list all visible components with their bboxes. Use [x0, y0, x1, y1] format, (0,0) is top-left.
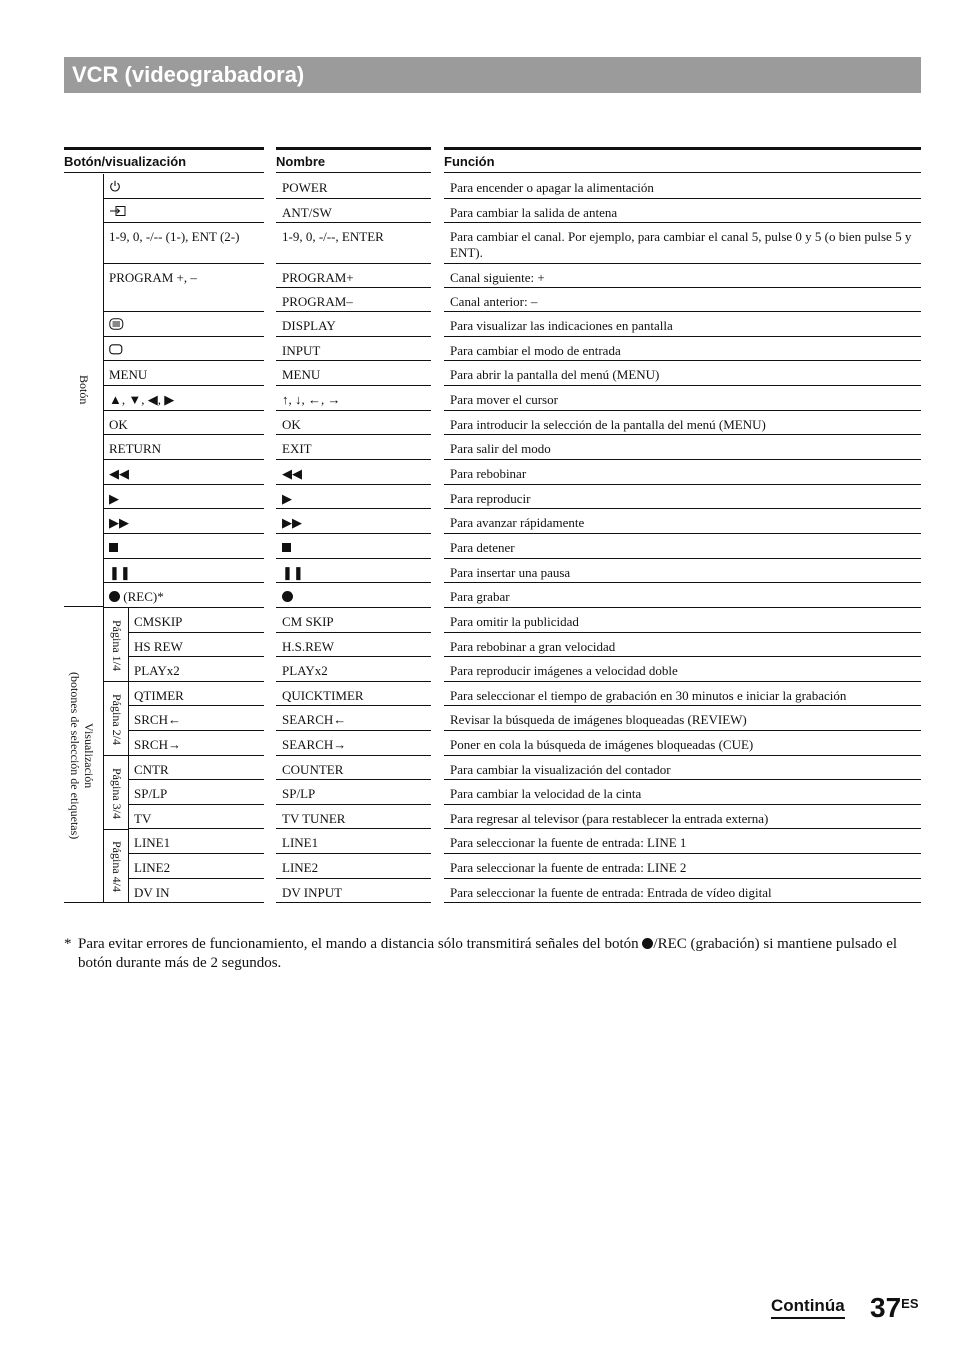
boton-cell [128, 633, 264, 657]
nombre-cell [276, 460, 431, 485]
boton-cell-text: PROGRAM +, – [109, 270, 197, 285]
boton-cell [103, 361, 264, 386]
boton-cell [128, 780, 264, 805]
continua-label: Continúa [771, 1296, 845, 1319]
boton-cell-text: CNTR [134, 762, 169, 777]
funcion-cell-text: Para rebobinar a gran velocidad [450, 639, 616, 654]
nombre-cell [276, 411, 431, 435]
nombre-cell [276, 386, 431, 411]
funcion-cell [444, 386, 921, 411]
boton-cell-text: (REC)* [109, 589, 164, 604]
boton-cell [128, 756, 264, 780]
funcion-cell-text: Canal anterior: – [450, 294, 538, 309]
nombre-cell-text: LINE2 [282, 860, 319, 875]
boton-cell [103, 386, 264, 411]
funcion-cell [444, 312, 921, 337]
funcion-cell [444, 559, 921, 583]
visualizacion-label-line1: Visualización [82, 722, 96, 789]
boton-cell [128, 706, 264, 731]
funcion-cell-text: Para reproducir [450, 491, 531, 506]
funcion-cell [444, 583, 921, 608]
funcion-cell-text: Para cambiar el modo de entrada [450, 343, 621, 358]
funcion-cell [444, 829, 921, 854]
nombre-cell [276, 633, 431, 657]
page-title: VCR (videograbadora) [72, 62, 305, 87]
nombre-cell-text: INPUT [282, 343, 321, 358]
display-icon [109, 318, 124, 334]
funcion-cell-text: Para omitir la publicidad [450, 614, 579, 629]
boton-cell [128, 608, 264, 633]
nombre-cell-text: PROGRAM– [282, 294, 353, 309]
funcion-cell [444, 460, 921, 485]
funcion-cell [444, 854, 921, 879]
boton-cell-text: SP/LP [134, 786, 168, 801]
funcion-cell [444, 288, 921, 312]
visualizacion-label-line2: (botones de selección de etiquetas) [68, 671, 82, 840]
boton-cell [103, 199, 264, 223]
nombre-cell [276, 706, 431, 731]
boton-cell [103, 435, 264, 460]
header-boton: Botón/visualización [64, 147, 264, 173]
funcion-cell [444, 756, 921, 780]
funcion-cell-text: Para seleccionar la fuente de entrada: LINE 1 [450, 835, 687, 850]
nombre-cell-text: PROGRAM+ [282, 270, 354, 285]
nombre-cell [276, 682, 431, 706]
nombre-cell [276, 756, 431, 780]
boton-cell [103, 223, 264, 264]
boton-cell [128, 731, 264, 756]
boton-cell [103, 337, 264, 361]
group-label-visualizacion [68, 608, 96, 903]
page-number [870, 1292, 919, 1324]
nombre-cell [276, 805, 431, 829]
nombre-cell-text: LINE1 [282, 835, 319, 850]
funcion-cell-text: Para cambiar la velocidad de la cinta [450, 786, 642, 801]
nombre-cell [276, 559, 431, 583]
boton-cell [128, 805, 264, 829]
funcion-cell-text: Para visualizar las indicaciones en pantalla [450, 318, 673, 333]
nombre-cell-text: CM SKIP [282, 614, 334, 629]
funcion-cell [444, 534, 921, 559]
boton-cell-text: LINE2 [134, 860, 171, 875]
group-label-boton: Botón [77, 375, 91, 405]
funcion-cell-text: Para salir del modo [450, 441, 551, 456]
boton-cell-text: LINE1 [134, 835, 171, 850]
nombre-cell-text: SEARCH← [282, 712, 347, 727]
boton-cell [103, 264, 264, 312]
funcion-cell [444, 633, 921, 657]
page-label-4: Página 4/4 [110, 841, 124, 892]
funcion-cell-text: Para cambiar la salida de antena [450, 205, 618, 220]
boton-cell-text: ▶▶ [109, 515, 129, 530]
boton-cell [128, 879, 264, 903]
funcion-cell [444, 435, 921, 460]
footnote-marker: * [64, 936, 72, 952]
nombre-cell-text: EXIT [282, 441, 312, 456]
funcion-cell [444, 879, 921, 903]
funcion-cell-text: Para avanzar rápidamente [450, 515, 585, 530]
antenna-switch-icon [109, 205, 127, 221]
boton-cell-text: RETURN [109, 441, 161, 456]
nombre-cell-text: COUNTER [282, 762, 344, 777]
nombre-cell [276, 534, 431, 559]
funcion-cell [444, 509, 921, 534]
boton-cell [128, 657, 264, 682]
boton-cell-text: DV IN [134, 885, 170, 900]
nombre-cell [276, 361, 431, 386]
nombre-cell-text [282, 540, 291, 555]
funcion-cell-text: Canal siguiente: + [450, 270, 545, 285]
footnote [64, 935, 924, 973]
nombre-cell-text: 1-9, 0, -/--, ENTER [282, 229, 384, 244]
boton-cell [103, 174, 264, 199]
boton-cell [128, 854, 264, 879]
funcion-cell [444, 223, 921, 264]
boton-cell [103, 460, 264, 485]
funcion-cell [444, 361, 921, 386]
funcion-cell-text: Para cambiar la visualización del contador [450, 762, 671, 777]
nombre-cell-text: SEARCH→ [282, 737, 347, 752]
nombre-cell [276, 780, 431, 805]
nombre-cell-text: H.S.REW [282, 639, 334, 654]
funcion-cell-text: Para mover el cursor [450, 392, 558, 407]
header-funcion: Función [444, 147, 921, 173]
nombre-cell [276, 657, 431, 682]
funcion-cell [444, 805, 921, 829]
nombre-cell-text: PLAYx2 [282, 663, 328, 678]
nombre-cell [276, 435, 431, 460]
page-language-suffix: ES [901, 1296, 919, 1311]
funcion-cell-text: Para insertar una pausa [450, 565, 571, 580]
nombre-cell [276, 731, 431, 756]
boton-cell-text: OK [109, 417, 128, 432]
boton-cell-text: HS REW [134, 639, 183, 654]
funcion-cell-text: Para seleccionar el tiempo de grabación en 30 minutos e iniciar la grabación [450, 688, 847, 703]
funcion-cell-text: Para introducir la selección de la pantalla del menú (MENU) [450, 417, 766, 432]
nombre-cell-text: DV INPUT [282, 885, 343, 900]
page-label-1: Página 1/4 [110, 619, 124, 671]
boton-cell [103, 312, 264, 337]
boton-cell-text: CMSKIP [134, 614, 183, 629]
nombre-cell [276, 288, 431, 312]
power-icon [109, 180, 121, 197]
nombre-cell-text: ▶ [282, 491, 292, 506]
boton-cell-text: 1-9, 0, -/-- (1-), ENT (2-) [109, 229, 240, 244]
nombre-cell [276, 174, 431, 199]
boton-cell [103, 559, 264, 583]
funcion-cell-text: Para seleccionar la fuente de entrada: LINE 2 [450, 860, 687, 875]
funcion-cell-text: Para rebobinar [450, 466, 527, 481]
nombre-cell [276, 223, 431, 264]
boton-cell-text: SRCH← [134, 712, 181, 727]
boton-cell-text: ◀◀ [109, 466, 129, 481]
boton-cell-text: ▶ [109, 491, 119, 506]
nombre-cell [276, 337, 431, 361]
nombre-cell [276, 854, 431, 879]
title-bar [64, 57, 921, 93]
funcion-cell [444, 780, 921, 805]
funcion-cell-text: Para reproducir imágenes a velocidad doble [450, 663, 678, 678]
funcion-cell [444, 731, 921, 756]
nombre-cell [276, 583, 431, 608]
nombre-cell-text: ◀◀ [282, 466, 302, 481]
nombre-cell-text: MENU [282, 367, 321, 382]
boton-cell-text: MENU [109, 367, 148, 382]
nombre-cell-text: SP/LP [282, 786, 316, 801]
boton-cell [103, 411, 264, 435]
funcion-cell [444, 337, 921, 361]
funcion-cell-text: Para grabar [450, 589, 510, 604]
funcion-cell-text: Para cambiar el canal. Por ejemplo, para cambiar el canal 5, pulse 0 y 5 (o bien pulse 5 y ENT). [450, 229, 912, 260]
page-label-2: Página 2/4 [110, 693, 124, 745]
nombre-cell-text: POWER [282, 180, 328, 195]
funcion-cell [444, 199, 921, 223]
funcion-cell [444, 411, 921, 435]
funcion-cell [444, 682, 921, 706]
nombre-cell [276, 199, 431, 223]
header-nombre: Nombre [276, 147, 431, 173]
boton-cell-text [109, 540, 118, 555]
group-separator [64, 606, 103, 607]
nombre-cell [276, 879, 431, 903]
footnote-text: Para evitar errores de funcionamiento, el mando a distancia sólo transmitirá señales del botón /REC (grabación) si mantiene pulsado el botón durante más de 2 segundos. [78, 936, 898, 971]
boton-cell [103, 534, 264, 559]
funcion-cell-text: Para encender o apagar la alimentación [450, 180, 654, 195]
boton-cell [128, 682, 264, 706]
nombre-cell-text: DISPLAY [282, 318, 336, 333]
nombre-cell [276, 485, 431, 509]
nombre-cell [276, 509, 431, 534]
funcion-cell [444, 174, 921, 199]
funcion-cell [444, 608, 921, 633]
boton-cell [103, 485, 264, 509]
nombre-cell [276, 264, 431, 288]
nombre-cell [276, 829, 431, 854]
boton-cell-text: ▲, ▼, ◀, ▶ [109, 392, 175, 407]
boton-cell-text: SRCH→ [134, 737, 181, 752]
input-icon [109, 343, 123, 359]
page-number-value: 37 [870, 1292, 902, 1323]
nombre-cell-text: QUICKTIMER [282, 688, 364, 703]
boton-cell-text: ❚❚ [109, 565, 131, 580]
funcion-cell [444, 485, 921, 509]
nombre-cell-text [282, 589, 293, 604]
boton-cell-text: PLAYx2 [134, 663, 180, 678]
boton-cell [103, 583, 264, 608]
boton-cell-text: QTIMER [134, 688, 184, 703]
page-group-divider [128, 608, 129, 903]
page-label-3: Página 3/4 [110, 767, 124, 819]
nombre-cell-text: ▶▶ [282, 515, 302, 530]
nombre-cell-text: ANT/SW [282, 205, 332, 220]
boton-group-divider [103, 174, 104, 903]
nombre-cell [276, 312, 431, 337]
boton-cell-text: TV [134, 811, 152, 826]
funcion-cell-text: Para abrir la pantalla del menú (MENU) [450, 367, 660, 382]
boton-cell [128, 829, 264, 854]
funcion-cell-text: Para regresar al televisor (para restablecer la entrada externa) [450, 811, 769, 826]
funcion-cell-text: Para detener [450, 540, 515, 555]
boton-cell [103, 509, 264, 534]
funcion-cell-text: Para seleccionar la fuente de entrada: Entrada de vídeo digital [450, 885, 772, 900]
funcion-cell-text: Revisar la búsqueda de imágenes bloqueadas (REVIEW) [450, 712, 747, 727]
nombre-cell-text: OK [282, 417, 301, 432]
funcion-cell-text: Poner en cola la búsqueda de imágenes bloqueadas (CUE) [450, 737, 754, 752]
funcion-cell [444, 706, 921, 731]
nombre-cell-text: ❚❚ [282, 565, 304, 580]
nombre-cell-text: TV TUNER [282, 811, 346, 826]
nombre-cell-text: ↑, ↓, ←, → [282, 392, 341, 407]
funcion-cell [444, 657, 921, 682]
funcion-cell [444, 264, 921, 288]
nombre-cell [276, 608, 431, 633]
